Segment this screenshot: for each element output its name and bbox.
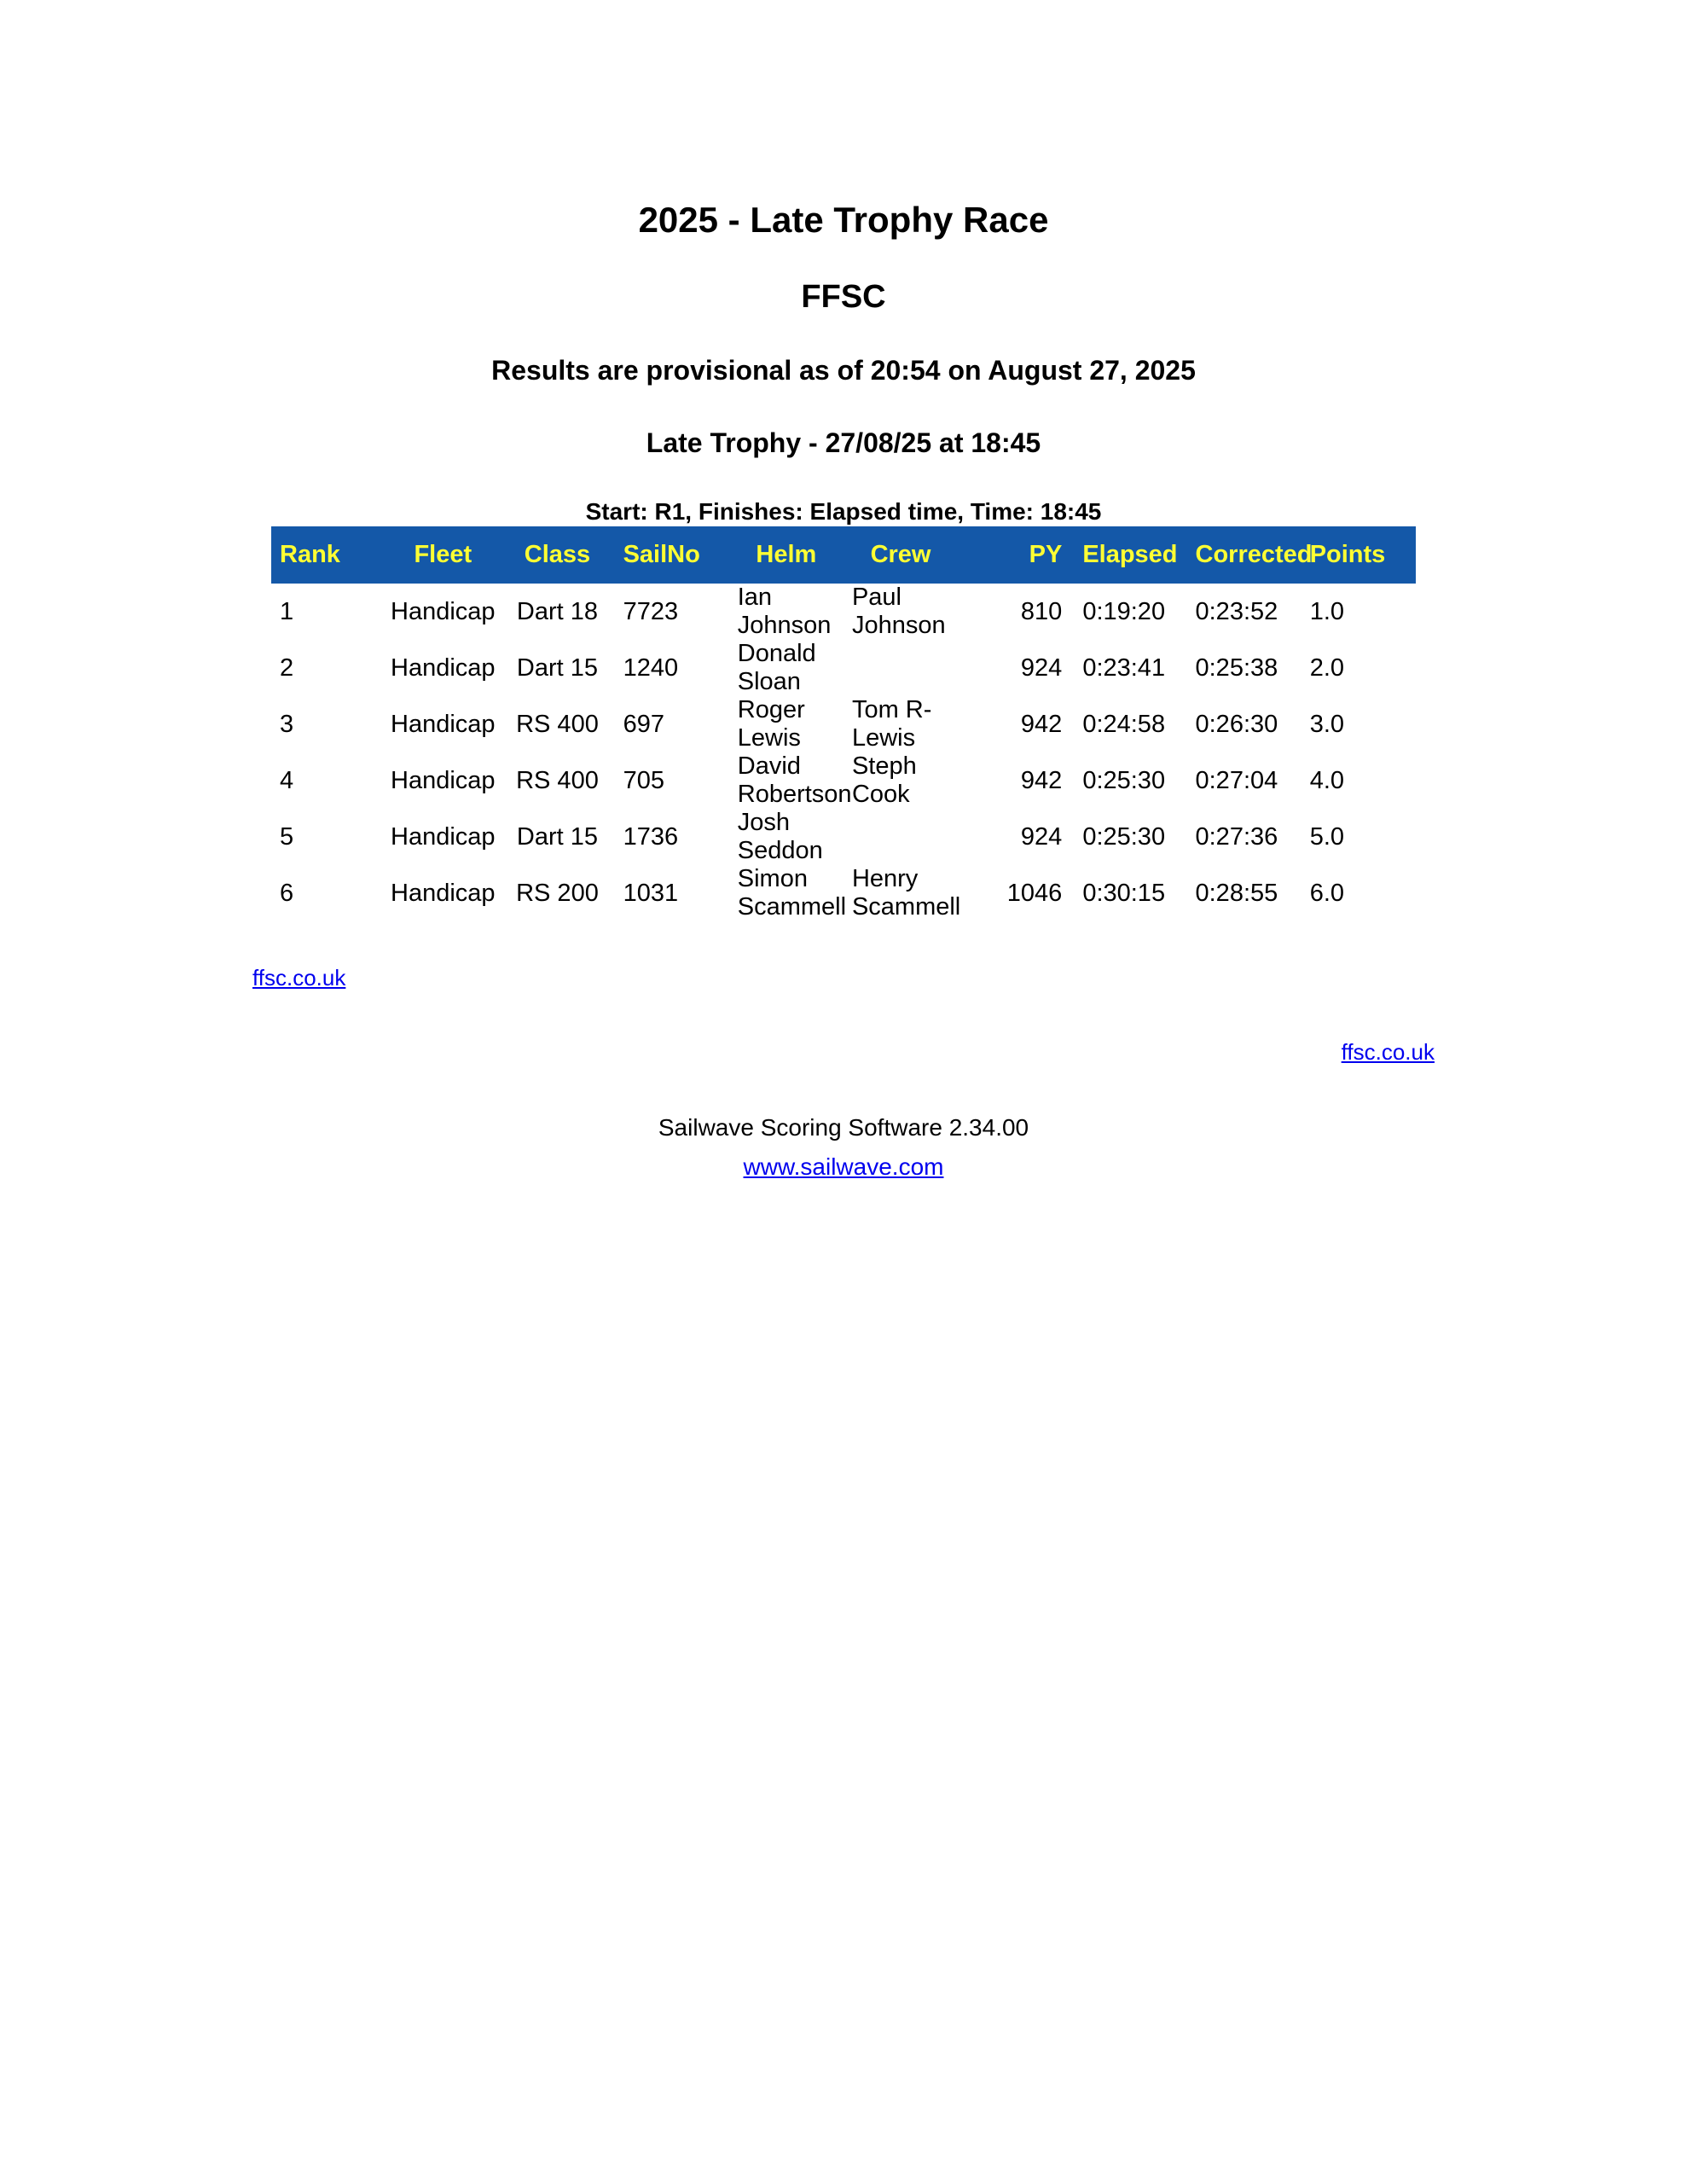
cell-elapsed: 0:25:30: [1072, 809, 1186, 865]
sailwave-link-row: [252, 1153, 1435, 1182]
table-row: [271, 696, 1416, 752]
cell-class: Dart 15: [500, 640, 614, 696]
cell-rank: 2: [271, 640, 386, 696]
race-heading: Late Trophy - 27/08/25 at 18:45: [646, 427, 1041, 459]
table-row: [271, 584, 1416, 640]
race-start-details: Start: R1, Finishes: Elapsed time, Time: 18:45: [585, 497, 1102, 525]
cell-crew: Paul Johnson: [844, 584, 958, 640]
cell-sailno: 705: [615, 752, 729, 809]
sailwave-link[interactable]: www.sailwave.com: [743, 1153, 944, 1181]
cell-py: 924: [958, 640, 1072, 696]
cell-crew: [844, 809, 958, 865]
cell-rank: 3: [271, 696, 386, 752]
cell-sailno: 697: [615, 696, 729, 752]
cell-crew: Steph Cook: [844, 752, 958, 809]
cell-rank: 1: [271, 584, 386, 640]
cell-points: 4.0: [1301, 752, 1416, 809]
cell-rank: 5: [271, 809, 386, 865]
cell-helm: Simon Scammell: [729, 865, 844, 921]
cell-corrected: 0:26:30: [1187, 696, 1301, 752]
cell-elapsed: 0:23:41: [1072, 640, 1186, 696]
cell-py: 810: [958, 584, 1072, 640]
club-link-right[interactable]: ffsc.co.uk: [1341, 1038, 1435, 1065]
event-title: 2025 - Late Trophy Race: [638, 200, 1049, 240]
cell-corrected: 0:28:55: [1187, 865, 1301, 921]
cell-corrected: 0:27:04: [1187, 752, 1301, 809]
cell-fleet: Handicap: [386, 865, 500, 921]
column-header-sailno: SailNo: [615, 526, 729, 584]
column-header-elapsed: Elapsed: [1072, 526, 1186, 584]
table-row: [271, 640, 1416, 696]
cell-sailno: 1240: [615, 640, 729, 696]
cell-py: 942: [958, 696, 1072, 752]
cell-elapsed: 0:24:58: [1072, 696, 1186, 752]
cell-py: 924: [958, 809, 1072, 865]
cell-helm: David Robertson: [729, 752, 844, 809]
cell-fleet: Handicap: [386, 752, 500, 809]
cell-corrected: 0:23:52: [1187, 584, 1301, 640]
cell-class: RS 200: [500, 865, 614, 921]
column-header-rank: Rank: [271, 526, 386, 584]
cell-helm: Donald Sloan: [729, 640, 844, 696]
cell-class: RS 400: [500, 752, 614, 809]
table-row: [271, 809, 1416, 865]
club-link-left[interactable]: ffsc.co.uk: [252, 965, 346, 991]
cell-rank: 4: [271, 752, 386, 809]
provisional-note: Results are provisional as of 20:54 on August 27, 2025: [491, 354, 1196, 386]
club-link-left-row: [252, 965, 1435, 991]
cell-fleet: Handicap: [386, 584, 500, 640]
cell-points: 1.0: [1301, 584, 1416, 640]
column-header-class: Class: [500, 526, 614, 584]
club-name: FFSC: [801, 279, 886, 316]
club-link-right-row: [252, 1039, 1435, 1066]
cell-py: 1046: [958, 865, 1072, 921]
cell-crew: [844, 640, 958, 696]
column-header-points: Points: [1301, 526, 1416, 584]
cell-class: RS 400: [500, 696, 614, 752]
cell-crew: Henry Scammell: [844, 865, 958, 921]
cell-points: 6.0: [1301, 865, 1416, 921]
cell-fleet: Handicap: [386, 696, 500, 752]
cell-fleet: Handicap: [386, 640, 500, 696]
cell-py: 942: [958, 752, 1072, 809]
sailwave-credit: Sailwave Scoring Software 2.34.00: [658, 1113, 1029, 1141]
table-row: [271, 752, 1416, 809]
cell-points: 2.0: [1301, 640, 1416, 696]
cell-sailno: 7723: [615, 584, 729, 640]
column-header-fleet: Fleet: [386, 526, 500, 584]
table-row: [271, 865, 1416, 921]
column-header-corrected: Corrected: [1187, 526, 1301, 584]
cell-rank: 6: [271, 865, 386, 921]
cell-corrected: 0:25:38: [1187, 640, 1301, 696]
cell-elapsed: 0:25:30: [1072, 752, 1186, 809]
table-body: [271, 584, 1416, 921]
cell-helm: Roger Lewis: [729, 696, 844, 752]
cell-elapsed: 0:30:15: [1072, 865, 1186, 921]
cell-sailno: 1031: [615, 865, 729, 921]
cell-sailno: 1736: [615, 809, 729, 865]
cell-helm: Ian Johnson: [729, 584, 844, 640]
page-content: [252, 199, 1435, 1182]
column-header-py: PY: [958, 526, 1072, 584]
cell-fleet: Handicap: [386, 809, 500, 865]
cell-class: Dart 18: [500, 584, 614, 640]
cell-points: 3.0: [1301, 696, 1416, 752]
cell-class: Dart 15: [500, 809, 614, 865]
cell-crew: Tom R-Lewis: [844, 696, 958, 752]
cell-helm: Josh Seddon: [729, 809, 844, 865]
cell-corrected: 0:27:36: [1187, 809, 1301, 865]
results-table: [271, 526, 1416, 921]
cell-points: 5.0: [1301, 809, 1416, 865]
column-header-crew: Crew: [844, 526, 958, 584]
column-header-helm: Helm: [729, 526, 844, 584]
table-header-row: [271, 526, 1416, 584]
cell-elapsed: 0:19:20: [1072, 584, 1186, 640]
